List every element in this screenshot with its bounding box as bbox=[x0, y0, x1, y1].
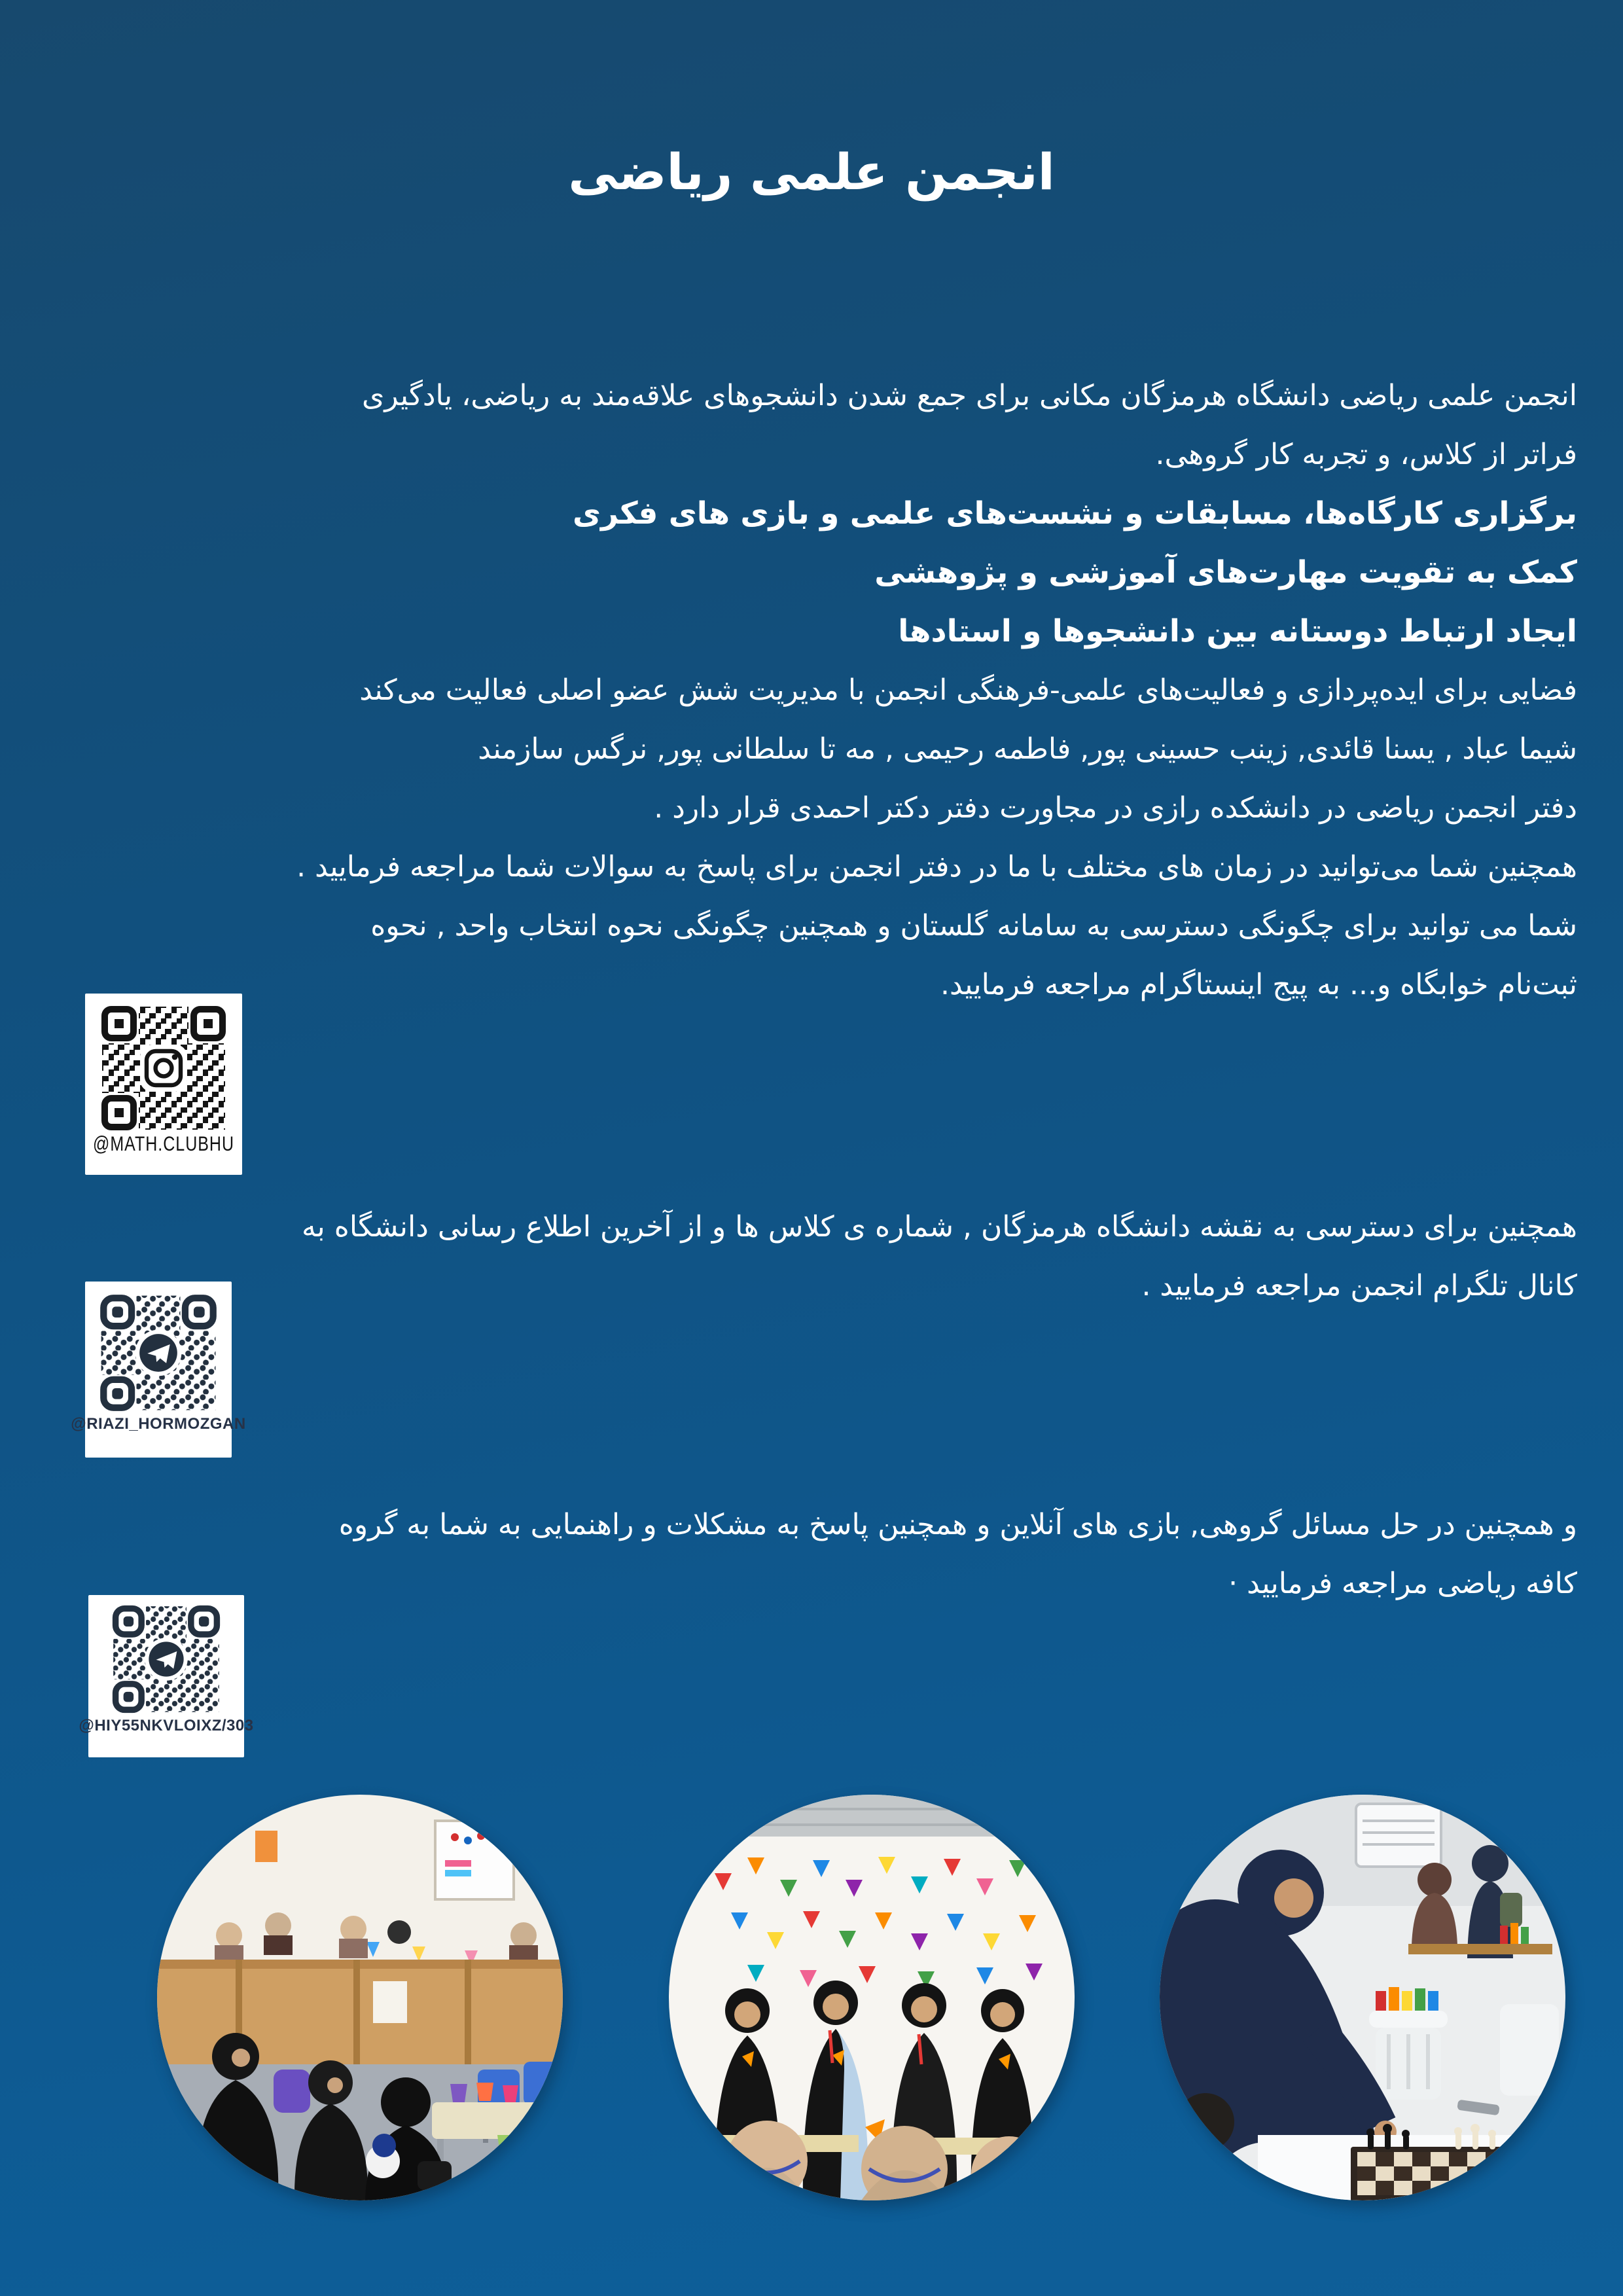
intro-line: انجمن علمی ریاضی دانشگاه هرمزگان مکانی برای جمع شدن دانشجوهای علاقه‌مند به ریاضی، یادگیری bbox=[361, 379, 1577, 412]
cafe-line: کافه ریاضی مراجعه فرمایید · bbox=[1228, 1567, 1577, 1600]
telegram-qr-label: @RIAZI_HORMOZGAN bbox=[71, 1415, 246, 1433]
cafe-group-qr-card bbox=[79, 1595, 254, 1757]
detail-line: فضایی برای ایده‌پردازی و فعالیت‌های علمی-فرهنگی انجمن با مدیریت شش عضو اصلی فعالیت می‌کند bbox=[359, 673, 1577, 707]
detail-line-members: شیما عباد , یسنا قائدی, زینب حسینی پور, فاطمه رحیمی , مه تا سلطانی پور, نرگس سازمند bbox=[478, 732, 1577, 766]
chess-scene bbox=[1160, 1795, 1565, 2200]
telegram-icon bbox=[149, 1641, 183, 1676]
telegram-line: همچنین برای دسترسی به نقشه دانشگاه هرمزگان , شماره ی کلاس ها و از آخرین اطلاع رسانی دانشگاه به bbox=[301, 1210, 1577, 1244]
detail-line: شما می توانید برای چگونگی دسترسی به سامانه گلستان و همچنین چگونگی نحوه انتخاب واحد , نحوه bbox=[370, 909, 1577, 942]
photo-chess-session bbox=[1160, 1795, 1565, 2200]
cafe-line: و همچنین در حل مسائل گروهی, بازی های آنلاین و همچنین پاسخ به مشکلات و راهنمایی به شما به گروه bbox=[338, 1508, 1577, 1541]
origami-wall-scene bbox=[669, 1795, 1075, 2200]
detail-line: همچنین شما می‌توانید در زمان های مختلف با ما در دفتر انجمن برای پاسخ به سوالات شما مراجعه فرمایید . bbox=[296, 850, 1577, 884]
telegram-icon bbox=[139, 1334, 177, 1372]
highlight-line: ایجاد ارتباط دوستانه بین دانشجوها و استادها bbox=[898, 613, 1577, 649]
cafe-group-qr-code bbox=[110, 1603, 223, 1715]
highlight-line: کمک به تقویت مهارت‌های آموزشی و پژوهشی bbox=[874, 554, 1577, 590]
intro-text-block bbox=[46, 367, 1577, 1014]
cafe-group-qr-label: @HIY55NKVLOIXZ/303 bbox=[79, 1717, 254, 1734]
page-title: انجمن علمی ریاضی bbox=[568, 143, 1055, 201]
telegram-qr-card bbox=[71, 1282, 246, 1458]
telegram-line: کانال تلگرام انجمن مراجعه فرمایید . bbox=[1141, 1269, 1577, 1302]
telegram-text-block bbox=[46, 1198, 1577, 1316]
photo-origami-wall-group bbox=[669, 1795, 1075, 2200]
telegram-qr-code bbox=[98, 1292, 219, 1414]
cafe-text-block bbox=[46, 1496, 1577, 1613]
instagram-qr-label: @MATH.CLUBHU bbox=[92, 1132, 235, 1156]
detail-line-instagram: ثبت‌نام خوابگاه و... به پیج اینستاگرام مراجعه فرمایید. bbox=[940, 968, 1577, 1001]
intro-line: فراتر از کلاس، و تجربه کار گروهی. bbox=[1155, 438, 1577, 471]
instagram-qr-card bbox=[85, 994, 242, 1175]
instagram-qr-code bbox=[98, 1003, 229, 1134]
detail-line-office: دفتر انجمن ریاضی در دانشکده رازی در مجاورت دفتر دکتر احمدی قرار دارد . bbox=[654, 791, 1577, 825]
photo-classroom-activity bbox=[157, 1795, 563, 2200]
classroom-scene bbox=[157, 1795, 563, 2200]
highlight-line: برگزاری کارگاه‌ها، مسابقات و نشست‌های علمی و بازی های فکری bbox=[572, 495, 1577, 531]
